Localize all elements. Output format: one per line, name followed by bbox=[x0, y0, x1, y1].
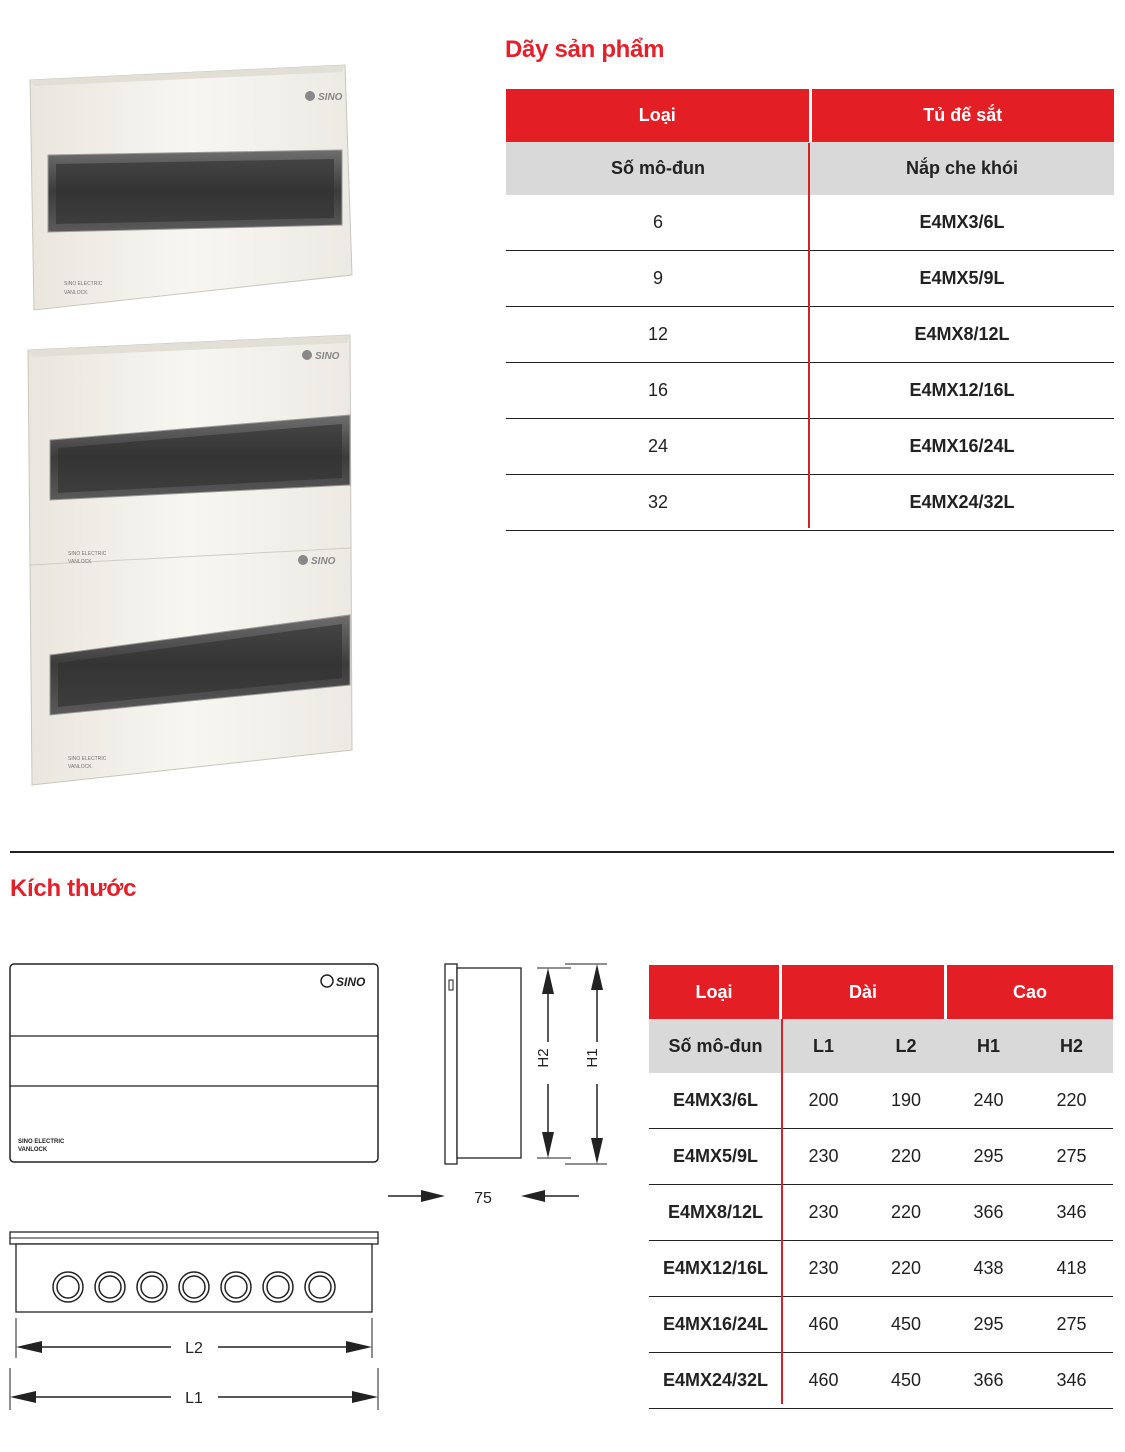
brand-logo-small: SINO ELECTRIC bbox=[64, 281, 103, 287]
cell-l1: 230 bbox=[808, 1202, 839, 1222]
table-row bbox=[649, 1185, 1113, 1241]
subheader-modules: Số mô-đun bbox=[668, 1035, 763, 1056]
cell-code: E4MX12/16L bbox=[662, 1258, 769, 1278]
table-row bbox=[649, 1129, 1113, 1185]
cell-l1: 200 bbox=[808, 1090, 839, 1110]
svg-text:VANLOCK: VANLOCK bbox=[68, 764, 92, 770]
cell-modules: 16 bbox=[647, 380, 669, 400]
svg-text:VANLOCK: VANLOCK bbox=[18, 1147, 48, 1153]
header-type: Loại bbox=[506, 89, 812, 142]
cell-h2: 275 bbox=[1056, 1146, 1087, 1166]
bottom-view-drawing bbox=[6, 1228, 382, 1414]
svg-text:SINO ELECTRIC: SINO ELECTRIC bbox=[68, 756, 107, 762]
table-row bbox=[506, 363, 1114, 419]
header-iron-base: Tủ đế sắt bbox=[923, 105, 1003, 125]
cell-h2: 275 bbox=[1056, 1314, 1087, 1334]
svg-text:SINO ELECTRIC: SINO ELECTRIC bbox=[18, 1139, 65, 1145]
cell-code: E4MX24/32L bbox=[662, 1370, 769, 1390]
cell-l2: 220 bbox=[890, 1258, 922, 1278]
subheader-h2: H2 bbox=[1059, 1035, 1083, 1056]
label-h2: H2 bbox=[535, 1048, 552, 1068]
product-range-title: Dãy sản phẩm bbox=[505, 36, 665, 63]
label-l1: L1 bbox=[185, 1390, 203, 1407]
cell-code: E4MX24/32L bbox=[909, 492, 1015, 512]
cell-modules: 6 bbox=[652, 212, 663, 232]
front-view-drawing bbox=[8, 962, 380, 1166]
subheader-modules: Số mô-đun bbox=[611, 158, 705, 178]
label-h1: H1 bbox=[584, 1048, 601, 1068]
cell-h2: 346 bbox=[1056, 1370, 1087, 1390]
header-height: Cao bbox=[1012, 981, 1047, 1002]
table-header bbox=[506, 89, 1114, 142]
cell-l1: 230 bbox=[808, 1258, 839, 1278]
cell-h2: 220 bbox=[1056, 1090, 1087, 1110]
svg-text:SINO ELECTRIC: SINO ELECTRIC bbox=[68, 551, 107, 557]
cell-code: E4MX8/12L bbox=[667, 1202, 764, 1222]
header-type: Loại bbox=[649, 965, 782, 1019]
table-subheader bbox=[649, 1019, 1113, 1073]
cell-modules: 9 bbox=[652, 268, 663, 288]
brand-logo: SINO bbox=[318, 92, 343, 103]
table-header bbox=[649, 965, 1113, 1019]
table-row bbox=[649, 1297, 1113, 1353]
product-photos bbox=[20, 60, 365, 790]
cell-l2: 450 bbox=[890, 1370, 922, 1390]
sub-brand-logo: VANLOCK bbox=[64, 290, 88, 296]
cell-l2: 190 bbox=[890, 1090, 922, 1110]
label-l2: L2 bbox=[185, 1340, 203, 1357]
section-divider bbox=[10, 851, 1114, 853]
dimensions-title: Kích thước bbox=[10, 875, 137, 902]
cell-code: E4MX16/24L bbox=[909, 436, 1015, 456]
table-row bbox=[649, 1241, 1113, 1297]
svg-text:SINO: SINO bbox=[311, 556, 336, 567]
enclosure-large bbox=[28, 335, 352, 785]
cell-h1: 438 bbox=[973, 1258, 1004, 1278]
table-row bbox=[506, 419, 1114, 475]
column-divider bbox=[808, 143, 810, 528]
cell-l1: 460 bbox=[808, 1314, 839, 1334]
subheader-cover: Nắp che khói bbox=[905, 158, 1019, 178]
table-row bbox=[506, 195, 1114, 251]
label-depth: 75 bbox=[474, 1190, 492, 1207]
cell-l1: 230 bbox=[808, 1146, 839, 1166]
cell-code: E4MX8/12L bbox=[914, 324, 1010, 344]
subheader-l2: L2 bbox=[895, 1035, 917, 1056]
cell-code: E4MX12/16L bbox=[909, 380, 1015, 400]
cell-code: E4MX3/6L bbox=[919, 212, 1005, 232]
cell-modules: 12 bbox=[647, 324, 669, 344]
cell-h1: 295 bbox=[973, 1146, 1004, 1166]
side-view-drawing bbox=[385, 960, 615, 1220]
cell-l1: 460 bbox=[808, 1370, 839, 1390]
cell-h2: 418 bbox=[1056, 1258, 1087, 1278]
cell-code: E4MX3/6L bbox=[672, 1090, 759, 1110]
dimensions-table bbox=[649, 965, 1113, 1409]
subheader-l1: L1 bbox=[812, 1035, 834, 1056]
cell-l2: 220 bbox=[890, 1202, 922, 1222]
cell-h1: 240 bbox=[973, 1090, 1004, 1110]
cell-h1: 366 bbox=[973, 1202, 1004, 1222]
table-subheader bbox=[506, 142, 1114, 195]
table-row bbox=[506, 307, 1114, 363]
cell-modules: 32 bbox=[647, 492, 669, 512]
product-range-table bbox=[506, 89, 1114, 531]
table-row bbox=[506, 475, 1114, 531]
cell-h1: 366 bbox=[973, 1370, 1004, 1390]
table-row bbox=[506, 251, 1114, 307]
cell-modules: 24 bbox=[647, 436, 669, 456]
cell-l2: 220 bbox=[890, 1146, 922, 1166]
cell-h1: 295 bbox=[973, 1314, 1004, 1334]
cell-h2: 346 bbox=[1056, 1202, 1087, 1222]
svg-text:VANLOCK: VANLOCK bbox=[68, 559, 92, 565]
table-row bbox=[649, 1353, 1113, 1409]
cell-l2: 450 bbox=[890, 1314, 922, 1334]
cell-code: E4MX5/9L bbox=[672, 1146, 759, 1166]
cell-code: E4MX5/9L bbox=[919, 268, 1005, 288]
brand-logo: SINO bbox=[336, 975, 366, 989]
header-length: Dài bbox=[782, 965, 947, 1019]
subheader-h1: H1 bbox=[976, 1035, 1000, 1056]
svg-text:SINO: SINO bbox=[315, 351, 340, 362]
column-divider bbox=[781, 1019, 783, 1404]
enclosure-small bbox=[30, 65, 352, 310]
cell-code: E4MX16/24L bbox=[662, 1314, 769, 1334]
table-row bbox=[649, 1073, 1113, 1129]
